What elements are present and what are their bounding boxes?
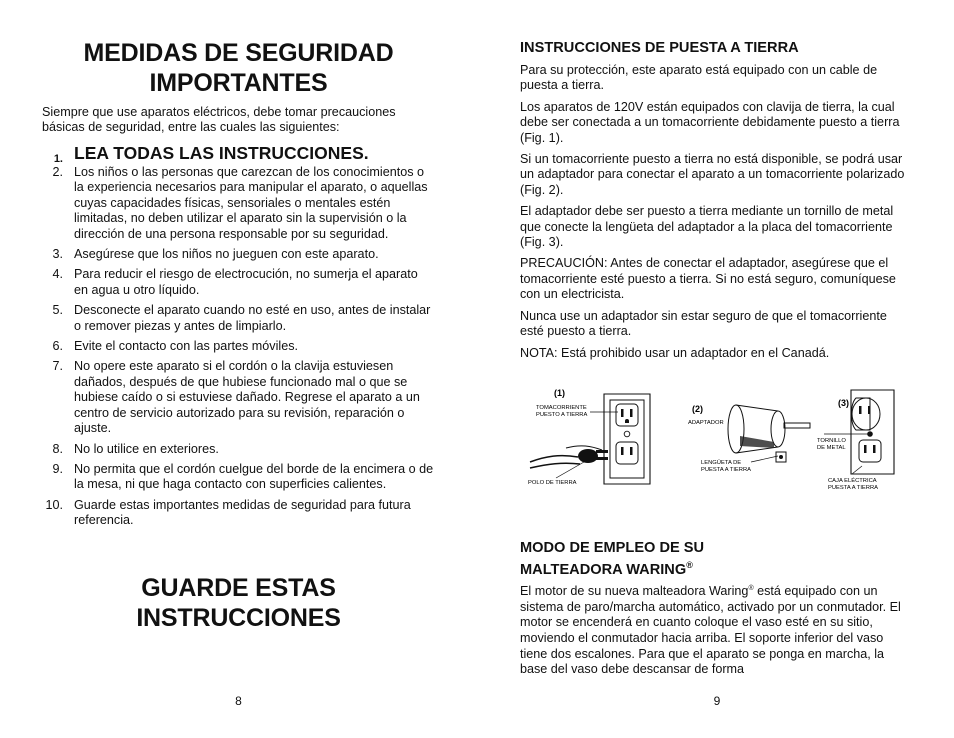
list-item: 8. No lo utilice en exteriores. <box>52 441 219 456</box>
figure-2-adapter-label: ADAPTADOR <box>688 420 724 426</box>
figure-1 <box>528 388 650 486</box>
left-page <box>42 0 435 738</box>
grounding-paragraph: NOTA: Está prohibido usar un adaptador en el Canadá. <box>520 345 830 360</box>
figure-2-tab-label-1: LENGÜETA DE <box>701 460 742 466</box>
save-title-line2: INSTRUCCIONES <box>136 604 341 632</box>
figure-2 <box>688 404 810 473</box>
safety-rules-list <box>42 143 435 534</box>
adapter-body <box>771 411 785 447</box>
grounding-paragraph: Si un tomacorriente puesto a tierra no está disponible, se podrá usar un adaptador para conectar el aparato a un tomacorriente polarizado (Fig. 2). <box>520 152 905 197</box>
figure-3-box-label-2: PUESTA A TIERRA <box>828 485 879 491</box>
plug <box>578 449 598 463</box>
adapter-prong <box>784 423 810 428</box>
figure-3-box-label-1: CAJA ELÉCTRICA <box>828 478 877 484</box>
figure-3-label: (3) <box>838 398 849 408</box>
safety-intro: Siempre que use aparatos eléctricos, debe tomar precauciones básicas de seguridad, entre las cuales las siguientes: <box>42 105 396 135</box>
page-number-left: 8 <box>235 694 242 708</box>
figure-2-tab-label-2: PUESTA A TIERRA <box>701 467 752 473</box>
figure-3-screw-label-1: TORNILLO <box>817 438 846 444</box>
grounding-paragraph: El adaptador debe ser puesto a tierra mediante un tornillo de metal que conecte la lengüeta del adaptador a la placa del tomacorriente (Fig. 3). <box>520 204 894 250</box>
mode-heading-line2: MALTEADORA WARING® <box>520 560 693 578</box>
safety-title-line2: IMPORTANTES <box>149 69 328 97</box>
mode-heading <box>520 540 914 579</box>
grounding-heading: INSTRUCCIONES DE PUESTA A TIERRA <box>520 40 799 56</box>
list-item: 5. Desconecte el aparato cuando no esté en uso, antes de instalar o remover piezas y antes de limpiarlo. <box>52 303 431 333</box>
list-item: 4. Para reducir el riesgo de electrocución, no sumerja el aparato en agua u otro líquido. <box>52 267 418 297</box>
figure-3-screw-label-2: DE METAL <box>817 445 846 451</box>
grounding-figure <box>526 384 914 494</box>
save-title-line1: GUARDE ESTAS <box>141 574 336 602</box>
list-item: 7. No opere este aparato si el cordón o la clavija estuviesen dañados, después de que hubiese funcionado mal o que se hubiese caído o si estuviese dañado. Regrese el aparato a un centro de servicio autorizado para su revisión, reparación o ajuste. <box>52 359 420 436</box>
save-instructions-title <box>42 573 435 633</box>
outlet-wall-plate-3 <box>851 390 894 474</box>
list-item: 10. Guarde estas importantes medidas de seguridad para futura referencia. <box>45 497 411 528</box>
grounding-paragraph: Los aparatos de 120V están equipados con clavija de tierra, la cual debe ser conectada a un tomacorriente debidamente puesto a tierra (Fig. 1). <box>520 99 900 145</box>
figure-1-ground-pin-label: POLO DE TIERRA <box>528 480 577 486</box>
safety-title-line1: MEDIDAS DE SEGURIDAD <box>83 39 394 67</box>
safety-title <box>42 38 435 98</box>
list-item: 9. No permita que el cordón cuelgue del borde de la encimera o de la mesa, ni que haga contacto con superficies calientes. <box>52 461 434 492</box>
metal-screw <box>867 431 873 437</box>
mode-paragraph: El motor de su nueva malteadora Waring® está equipado con un sistema de paro/marcha automático, activado por un conmutador. El motor se encenderá en cuanto coloque el vaso esté en su sitio, moviendo el conmutador hacia arriba. El soporte inferior del vaso tiene dos escalones. Para que el aparato se ponga en marcha, la base del vaso debe descansar de forma <box>520 584 901 677</box>
list-item: 1. LEA TODAS LAS INSTRUCCIONES. <box>53 143 369 165</box>
list-item: 2. Los niños o las personas que carezcan de los conocimientos o la experiencia necesarios para manipular el aparato, o aquellas cuyas capacidades físicas, sensoriales o mentales estén limitadas, no deben utilizar el aparato sin la supervisión o la dirección de una persona responsable por su seguridad. <box>52 165 428 241</box>
mode-heading-line1: MODO DE EMPLEO DE SU <box>520 540 705 556</box>
figure-1-outlet-label-1: TOMACORRIENTE <box>536 405 587 411</box>
figure-3 <box>817 390 894 491</box>
page-number-right: 9 <box>713 694 721 708</box>
figure-2-label: (2) <box>692 404 703 414</box>
figure-1-outlet-label-2: PUESTO A TIERRA <box>536 412 588 418</box>
figure-1-label: (1) <box>554 388 565 398</box>
right-page <box>520 0 914 738</box>
list-item: 3. Asegúrese que los niños no jueguen con este aparato. <box>52 247 379 262</box>
grounding-paragraph: Nunca use un adaptador sin estar seguro de que el tomacorriente esté puesto a tierra. <box>520 308 887 339</box>
list-item: 6. Evite el contacto con las partes móviles. <box>52 339 298 354</box>
grounding-paragraph: Para su protección, este aparato está equipado con un cable de puesta a tierra. <box>520 63 878 93</box>
grounding-text <box>520 63 914 367</box>
grounding-paragraph: PRECAUCIÓN: Antes de conectar el adaptador, asegúrese que el tomacorriente esté puesto a tierra. Si no está seguro, comuníquese con un electricista. <box>520 256 896 302</box>
outlet-wall-plate <box>604 394 650 484</box>
